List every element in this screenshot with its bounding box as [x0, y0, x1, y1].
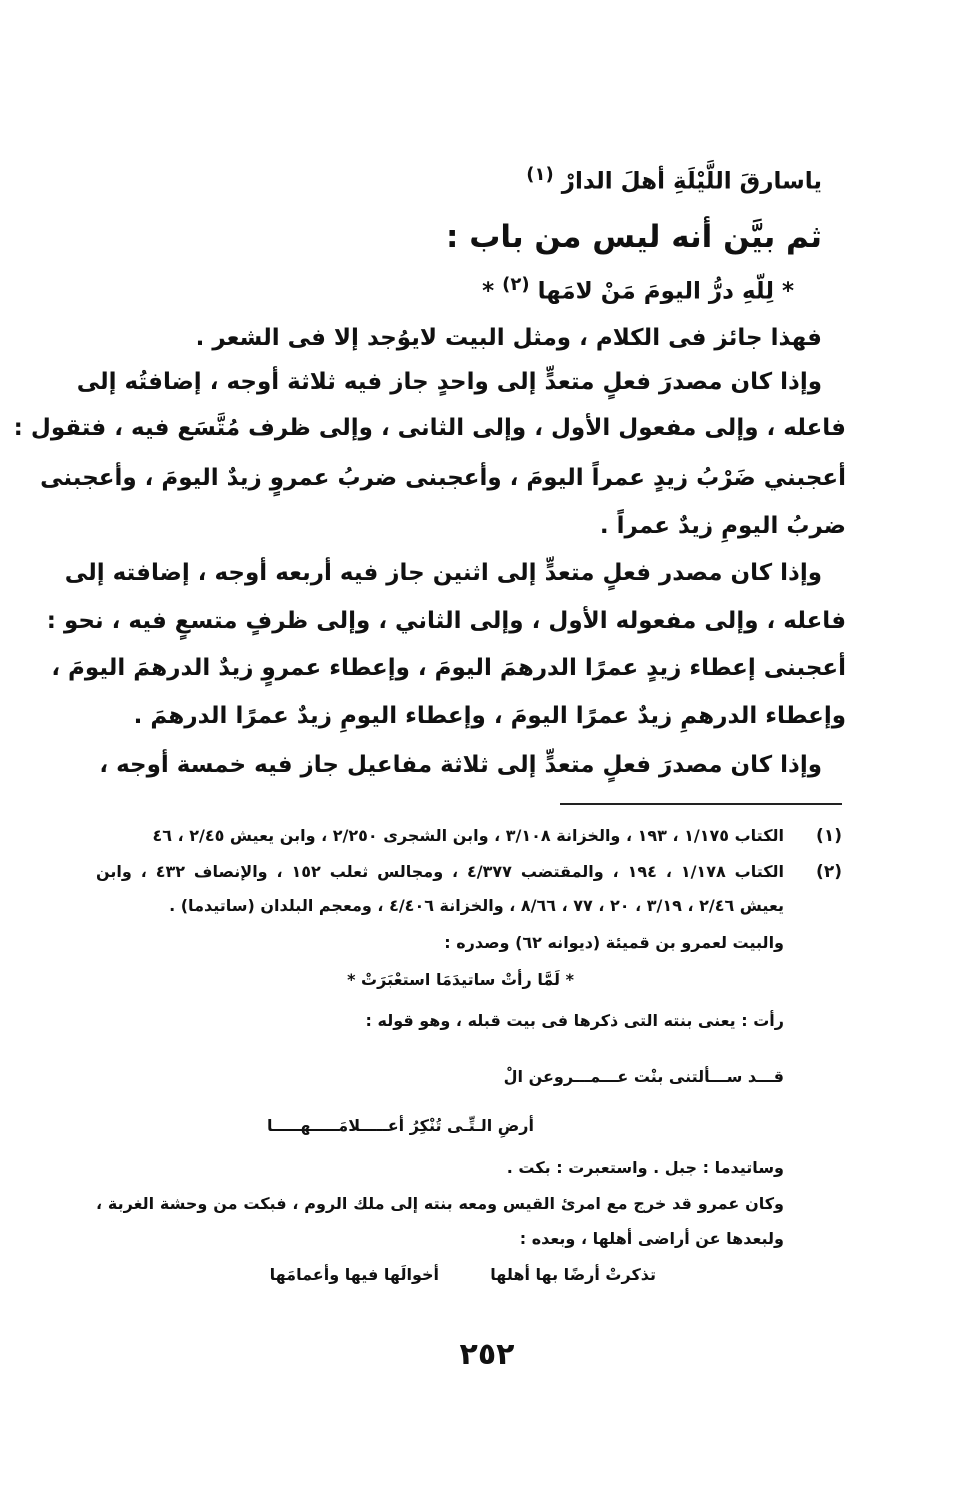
quote-star: *: [482, 278, 495, 305]
footnote-2-line-5: وساتيدما : جبل . واستعبرت : بكت .: [506, 1158, 784, 1177]
footnote-2-line-7: ولبعدها عن أراضى أهلها ، وبعده :: [519, 1229, 784, 1248]
body-line-2: وإذا كان مصدرَ فعلٍ متعدٍّ إلى واحدٍ جاز فيه ثلاثة أوجه ، إضافتُه إلى: [76, 369, 822, 395]
body-line-5: ضربُ اليومِ زيدٌ عمراً .: [599, 513, 846, 539]
footnote-2-line-1: الكتاب ١/١٧٨ ، ١٩٤ ، والمقتضب ٤/٣٧٧ ، ومجالس ثعلب ١٥٢ ، والإنصاف ٤٣٢ ، وابن: [96, 862, 785, 881]
footnote-2-line-6: وكان عمرو قد خرج مع امرئ القيس ومعه بنته إلى ملك الروم ، فبكت من وحشة الغربة ،: [96, 1194, 784, 1213]
body-line-3: فاعله ، وإلى مفعول الأول ، وإلى الثانى ، وإلى ظرف مُتَّسَع فيه ، فتقول :: [13, 415, 846, 441]
body-line-6: وإذا كان مصدر فعلٍ متعدٍّ إلى اثنين جاز فيه أربعه أوجه ، إضافته إلى: [64, 560, 822, 586]
footnote-2-line-4: رأت : يعنى بنته التى ذكرها فى بيت قبله ، وهو قوله :: [365, 1011, 784, 1030]
section-heading: ثم بيَّن أنه ليس من باب :: [446, 219, 822, 255]
body-line-4: أعجبني ضَرْبُ زيدٍ عمراً اليومَ ، وأعجبنى ضربُ عمروٍ زيدٌ اليومَ ، وأعجبنى: [40, 465, 846, 491]
verse-text: ياسارقَ اللَّيْلَةِ أهلَ الدارْ: [561, 168, 822, 195]
poem-second-hemistich: أرضِ الـتِّـى تُنْكِرُ أعـــــلامَـــــهـــــا: [267, 1116, 534, 1135]
body-line-10: وإذا كان مصدرَ فعلٍ متعدٍّ إلى ثلاثة مفاعيل جاز فيه خمسة أوجه ،: [99, 752, 822, 778]
quote-line: [482, 265, 794, 305]
footnote-ref-1: (١): [526, 164, 554, 185]
quote-text: * لِلّهِ درُّ اليومَ مَنْ لامَها: [537, 278, 794, 305]
body-line-8: أعجبنى إعطاء زيدٍ عمرًا الدرهمَ اليومَ ، وإعطاء عمروٍ زيدٌ الدرهمَ اليومَ ،: [51, 655, 846, 681]
footnote-2-line-2: يعيش ٢/٤٦ ، ٣/١٩ ، ٢٠ ، ٧٧ ، ٨/٦٦ ، والخزانة ٤/٤٠٦ ، ومعجم البلدان (ساتيدما) .: [169, 896, 784, 915]
page-number: ٢٥٢: [459, 1337, 515, 1372]
poem-first-hemistich: قـــد ســـألتنى بنْت عـــمـــروعن الْ: [503, 1067, 784, 1086]
footnote-2-verse: * لَمَّا رأتْ ساتيدَمَا استعْبَرَتْ *: [347, 970, 574, 989]
footnote-2-line-3: والبيت لعمرو بن قميئة (ديوانه ٦٢) وصدره :: [444, 933, 784, 952]
final-verse-second: أخوالَها فيها وأعمامَها: [269, 1265, 439, 1284]
final-verse-first: تذكرتْ أرضًا بها أهلها: [490, 1265, 656, 1284]
body-line-7: فاعله ، وإلى مفعوله الأول ، وإلى الثاني ، وإلى ظرفٍ متسعٍ فيه ، نحو :: [46, 608, 846, 634]
body-line-9: وإعطاء الدرهمِ زيدٌ عمرًا اليومَ ، وإعطاء اليومِ زيدٌ عمرًا الدرهمَ .: [133, 703, 846, 729]
footnote-number-2: (٢): [816, 862, 842, 882]
body-line-1: فهذا جائز فى الكلام ، ومثل البيت لايوُجد إلا فى الشعر .: [195, 325, 822, 351]
verse-line: [526, 155, 822, 195]
footnote-ref-2: (٢): [502, 274, 530, 295]
footnote-number-1: (١): [816, 826, 842, 846]
footnote-separator: [560, 803, 842, 805]
footnote-1-text: الكتاب ١/١٧٥ ، ١٩٣ ، والخزانة ٣/١٠٨ ، وابن الشجرى ٢/٢٥٠ ، وابن يعيش ٢/٤٥ ، ٤٦: [152, 826, 784, 845]
